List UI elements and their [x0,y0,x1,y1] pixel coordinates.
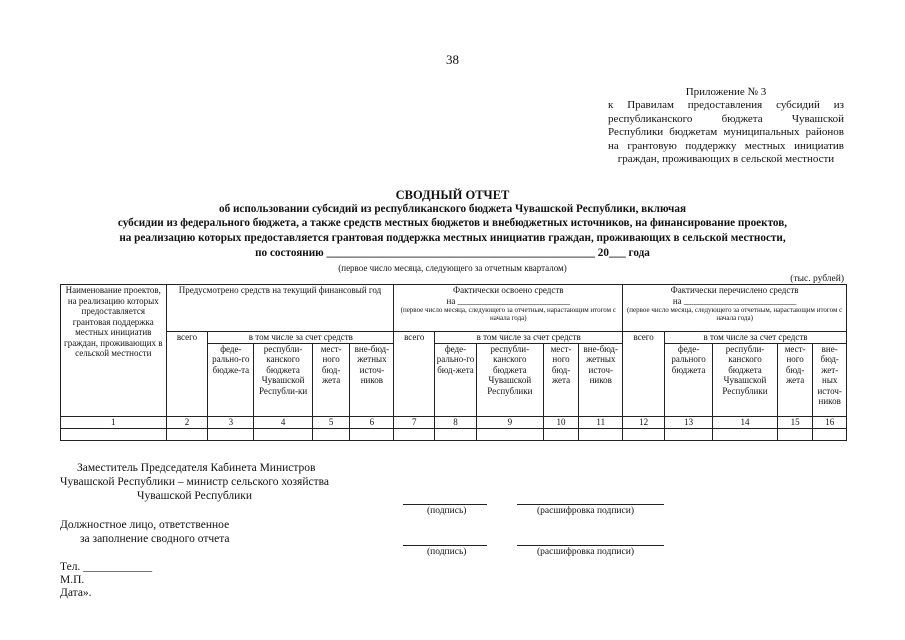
header-transferred-hint: (первое число месяца, следующего за отчетным, нарастающим итогом с начала года) [626,306,843,322]
header-transferred-incl: в том числе за счет средств [665,332,847,344]
signature-hint-2: (подпись) [427,547,467,557]
table-cell [350,428,394,440]
table-cell [476,428,543,440]
col-num-8: 8 [435,416,477,428]
header-transferred-title: Фактически перечислено средств [670,285,799,295]
table-cell [435,428,477,440]
header-planned-extra: вне-бюд-жетных источ-ников [350,343,394,416]
header-planned-local: мест-ного бюд-жета [312,343,350,416]
header-developed-title: Фактически освоено средств [453,285,564,295]
header-developed-incl: в том числе за счет средств [435,332,623,344]
col-num-5: 5 [312,416,350,428]
date-label: Дата». [60,587,92,599]
header-developed-hint: (первое число месяца, следующего за отчетным, нарастающим итогом с начала года) [400,306,616,322]
page-number: 38 [446,52,459,67]
table-cell [713,428,778,440]
report-table [60,284,847,441]
table-cell [665,428,713,440]
header-project-name: Наименование проектов, на реализацию которых предоставляется грантовая поддержка местных инициатив граждан, проживающих в сельской местности [61,285,167,417]
header-transferred-total: всего [623,332,665,417]
col-num-10: 10 [543,416,579,428]
col-num-1: 1 [61,416,167,428]
header-transferred-extra: вне-бюд-жет-ных источ-ников [813,343,847,416]
header-planned-incl: в том числе за счет средств [208,332,394,344]
official-line1: Должностное лицо, ответственное [60,519,230,531]
header-developed-on: на _________________________ [446,295,571,306]
deputy-line1: Заместитель Председателя Кабинета Министров [77,462,316,474]
official-line2: за заполнение сводного отчета [80,533,230,545]
report-as-of-hint: (первое число месяца, следующего за отчетным кварталом) [338,263,567,273]
col-num-9: 9 [476,416,543,428]
header-developed-local: мест-ного бюд-жета [543,343,579,416]
tel-field: Тел. ____________ [60,561,153,573]
report-title: СВОДНЫЙ ОТЧЕТ [395,188,510,202]
column-numbers-row [61,416,847,428]
report-subtitle-line2: субсидии из федерального бюджета, а также средств местных бюджетов и внебюджетных источников, на финансирование проектов, [117,217,788,229]
decode-line-2 [517,545,664,546]
deputy-line2: Чувашской Республики – министр сельского хозяйства [60,476,329,488]
header-planned-federal: феде-рально-го бюдже-та [208,343,254,416]
signature-hint: (подпись) [427,506,467,516]
table-cell [543,428,579,440]
header-transferred [623,285,847,332]
table-cell [254,428,313,440]
appendix-title: Приложение № 3 [685,86,767,98]
header-developed-total: всего [394,332,435,417]
decode-hint-2: (расшифровка подписи) [537,547,634,557]
header-developed-federal: феде-рально-го бюд-жета [435,343,477,416]
deputy-line3: Чувашской Республики [137,490,253,502]
col-num-16: 16 [813,416,847,428]
table-cell [777,428,813,440]
header-planned-total: всего [166,332,208,417]
col-num-3: 3 [208,416,254,428]
table-cell [166,428,208,440]
header-transferred-on: на _________________________ [672,295,797,306]
report-as-of: по состоянию ________________________________________________ 20___ года [255,247,650,259]
col-num-6: 6 [350,416,394,428]
signature-line [403,504,487,505]
col-num-14: 14 [713,416,778,428]
col-num-11: 11 [579,416,623,428]
col-num-15: 15 [777,416,813,428]
table-cell [394,428,435,440]
decode-hint: (расшифровка подписи) [537,506,634,516]
header-developed [394,285,623,332]
appendix-block [608,86,844,166]
header-row-groups [61,285,847,332]
header-planned-republic: республи-канского бюджета Чувашской Республи-ки [254,343,313,416]
header-transferred-republic: республи-канского бюджета Чувашской Республики [713,343,778,416]
header-developed-republic: республи-канского бюджета Чувашской Республики [476,343,543,416]
table-cell [312,428,350,440]
appendix-body: к Правилам предоставления субсидий из республиканского бюджета Чувашской Республики бюджетам муниципальных районов на грантовую поддержку местных инициатив граждан, проживающих в сельской местности [608,99,844,166]
table-cell [61,428,167,440]
signature-line-2 [403,545,487,546]
header-planned: Предусмотрено средств на текущий финансовый год [166,285,394,332]
table-cell [208,428,254,440]
report-subtitle-line3: на реализацию которых предоставляется грантовая поддержка местных инициатив граждан, проживающих в сельской местности, [119,232,786,244]
table-cell [623,428,665,440]
table-cell [813,428,847,440]
header-transferred-federal: феде-рального бюджета [665,343,713,416]
col-num-13: 13 [665,416,713,428]
col-num-12: 12 [623,416,665,428]
header-developed-extra: вне-бюд-жетных источ-ников [579,343,623,416]
header-transferred-local: мест-ного бюд-жета [777,343,813,416]
stamp-label: М.П. [60,574,85,586]
table-row [61,428,847,440]
report-subtitle-line1: об использовании субсидий из республиканского бюджета Чувашской Республики, включая [218,203,687,215]
col-num-7: 7 [394,416,435,428]
table-cell [579,428,623,440]
decode-line [517,504,664,505]
col-num-2: 2 [166,416,208,428]
units-label: (тыс. рублей) [790,274,844,284]
col-num-4: 4 [254,416,313,428]
header-row-total [61,332,847,344]
